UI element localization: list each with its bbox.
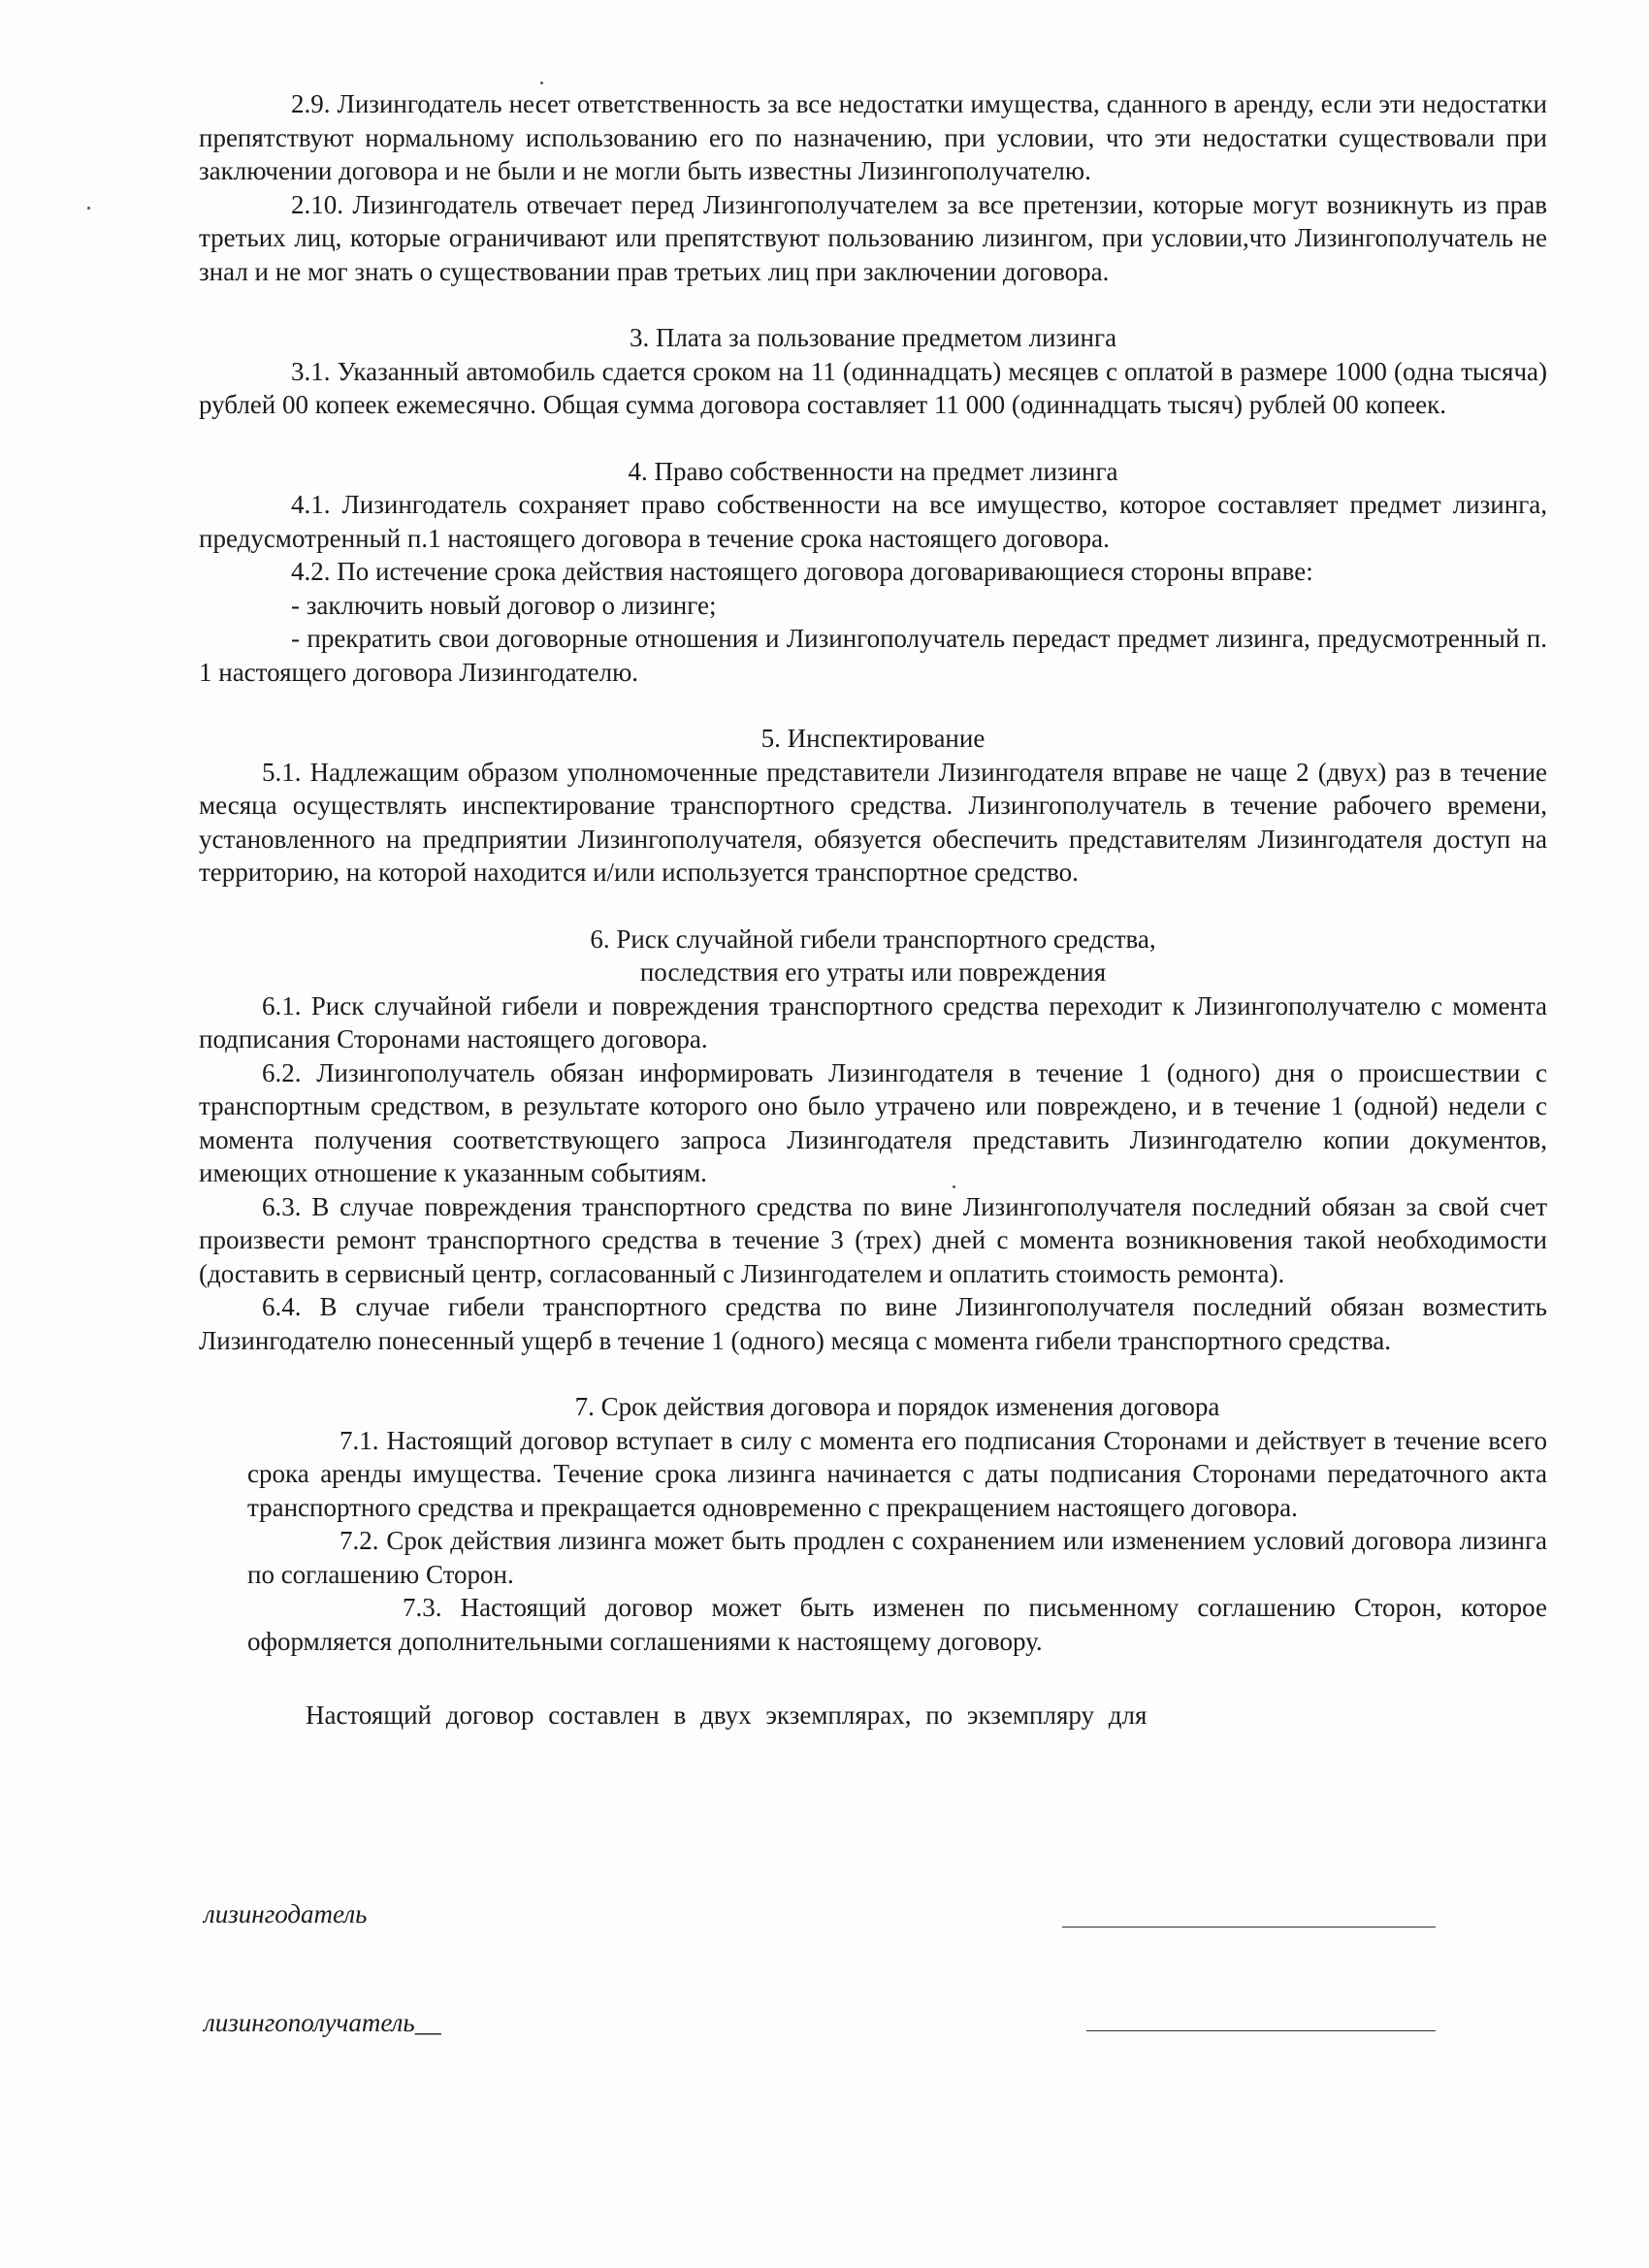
section-3-heading: 3. Плата за пользование предметом лизинга	[629, 323, 1117, 352]
section-6-heading-line1: 6. Риск случайной гибели транспортного средства,	[590, 923, 1156, 954]
section-7	[247, 1390, 1547, 1658]
clause-7-3: 7.3. Настоящий договор может быть изменен по письменному соглашению Сторон, которое оформляется дополнительными соглашениями к настоящему договору.	[247, 1593, 1547, 1656]
clause-5-1: 5.1. Надлежащим образом уполномоченные представители Лизингодателя вправе не чаще 2 (двух) раз в течение месяца осуществлять инспектирование транспортного средства. Лизингополучатель в течение рабочего времени, установленного на предприятии Лизингополучателя, обязуется обеспечить представителям Лизингодателя доступ на территорию, на которой находится и/или используется транспортное средство.	[199, 757, 1547, 887]
clause-6-4: 6.4. В случае гибели транспортного средства по вине Лизингополучателя последний обязан возместить Лизингодателю понесенный ущерб в течение 1 (одного) месяца с момента гибели транспортного средства.	[199, 1292, 1547, 1355]
clause-7-2: 7.2. Срок действия лизинга может быть продлен с сохранением или изменением условий договора лизинга по соглашению Сторон.	[247, 1526, 1547, 1589]
clause-4-2-option-a: - заключить новый договор о лизинге;	[291, 590, 717, 620]
lessor-signature-label: лизингодатель	[204, 1899, 368, 1928]
clause-6-3: 6.3. В случае повреждения транспортного средства по вине Лизингополучателя последний обязан за свой счет произвести ремонт транспортного средства в течение 3 (трех) дней с момента возникновения такой необходимости (доставить в сервисный центр, согласованный с Лизингодателем и оплатить стоимость ремонта).	[199, 1191, 1547, 1288]
section-5-heading: 5. Инспектирование	[760, 724, 986, 753]
clause-2-9: 2.9. Лизингодатель несет ответственность за все недостатки имущества, сданного в аренду, если эти недостатки препятствуют нормальному использованию его по назначению, при условии, что эти недостатки существовали при заключении договора и не были и не могли быть известны Лизингополучателю.	[199, 89, 1547, 185]
clause-4-1: 4.1. Лизингодатель сохраняет право собственности на все имущество, которое составляет предмет лизинга, предусмотренный п.1 настоящего договора в течение срока настоящего договора.	[199, 490, 1547, 553]
section-4-heading: 4. Право собственности на предмет лизинга	[628, 456, 1118, 486]
clause-7-1: 7.1. Настоящий договор вступает в силу с момента его подписания Сторонами и действует в течение всего срока аренды имущества. Течение срока лизинга начинается с даты подписания Сторонами передаточного акта транспортного средства и прекращается одновременно с прекращением настоящего договора.	[247, 1425, 1547, 1522]
lessor-signature-line	[1062, 1927, 1436, 1928]
contract-text	[199, 87, 1547, 1733]
final-statement: Настоящий договор составлен в двух экземплярах, по экземпляру для	[306, 1701, 1148, 1730]
clause-6-2: 6.2. Лизингополучатель обязан информировать Лизингодателя в течение 1 (одного) дня о происшествии с транспортным средством, в результате которого оно было утрачено или повреждено, и в течение 1 (одной) недели с момента получения соответствующего запроса Лизингодателя представить Лизингодателю копии документов, имеющих отношение к указанным событиям.	[199, 1057, 1547, 1187]
clause-4-2: 4.2. По истечение срока действия настоящего договора договаривающиеся стороны вправе:	[291, 557, 1313, 586]
lessee-signature-label: лизингополучатель__	[204, 2008, 441, 2037]
clause-4-2-option-b: - прекратить свои договорные отношения и Лизингополучатель передаст предмет лизинга, предусмотренный п. 1 настоящего договора Лизингодателю.	[199, 624, 1547, 687]
lessee-signature-line	[1086, 2030, 1436, 2031]
clause-2-10: 2.10. Лизингодатель отвечает перед Лизингополучателем за все претензии, которые могут возникнуть из прав третьих лиц, которые ограничивают или препятствуют пользованию лизингом, при условии,что Лизингополучатель не знал и не мог знать о существовании прав третьих лиц при заключении договора.	[199, 189, 1547, 286]
scan-speck	[540, 81, 543, 84]
clause-6-1: 6.1. Риск случайной гибели и повреждения транспортного средства переходит к Лизингополучателю с момента подписания Сторонами настоящего договора.	[199, 990, 1547, 1053]
scan-speck	[953, 1185, 955, 1188]
section-7-heading: 7. Срок действия договора и порядок изменения договора	[574, 1392, 1220, 1421]
scan-speck	[87, 207, 90, 210]
clause-3-1: 3.1. Указанный автомобиль сдается сроком на 11 (одиннадцать) месяцев с оплатой в размере 1000 (одна тысяча) рублей 00 копеек ежемесячно. Общая сумма договора составляет 11 000 (одиннадцать тысяч) рублей 00 копеек.	[199, 356, 1547, 419]
section-6-heading-line2: последствия его утраты или повреждения	[639, 957, 1107, 987]
